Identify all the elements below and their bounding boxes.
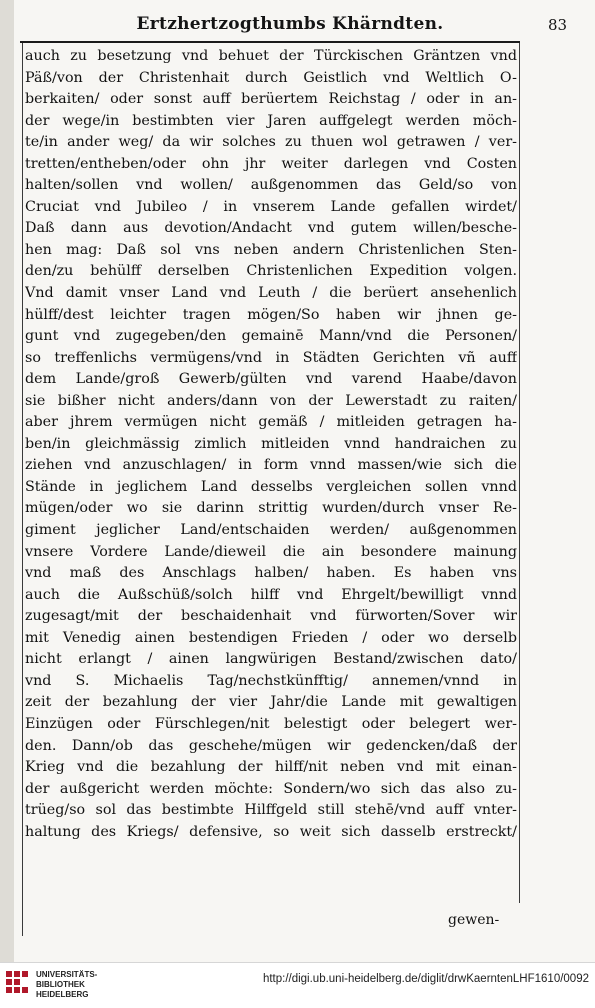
text-line: sie bißher nicht anders/dann von der Lewerstadt zu raiten/: [25, 392, 517, 409]
text-line: giment jeglicher Land/entschaiden werden/ außgenommen: [25, 522, 517, 539]
text-line: dem Lande/groß Gewerb/gülten vnd varend Haabe/davon: [25, 371, 517, 388]
library-name-line: UNIVERSITÄTS-: [36, 970, 98, 979]
text-line: hen mag: Daß sol vns neben andern Christenlichen Sten-: [25, 241, 517, 258]
text-line: berkaiten/ oder sonst auff berüertem Reichstag / oder in an-: [25, 91, 517, 108]
text-frame-right-rule: [519, 43, 520, 903]
text-line: Einzügen oder Fürschlegen/nit belestigt oder belegert wer-: [25, 715, 517, 732]
text-line: Vnd damit vnser Land vnd Leuth / die berüert ansehenlich: [25, 285, 517, 302]
text-line: Krieg vnd die bezahlung der hilff/nit neben vnd mit einan-: [25, 759, 517, 776]
text-line: mügen/oder wo sie darinn strittig wurden/durch vnser Re-: [25, 500, 517, 517]
text-line: ziehen vnd anzuschlagen/ in form vnnd massen/wie sich die: [25, 457, 517, 474]
text-line: zugesagt/mit der beschaidenhait vnd fürworten/Sover wir: [25, 608, 517, 625]
text-line: den. Dann/ob das geschehe/mügen wir gedencken/daß der: [25, 737, 517, 754]
text-line: tretten/entheben/oder ohn jhr weiter darlegen vnd Costen: [25, 155, 517, 172]
text-line: te/in ander weg/ da wir solches zu thuen wol getrawen / ver-: [25, 134, 517, 151]
text-line: aber jhrem vermügen nicht gemäß / mitleiden getragen ha-: [25, 414, 517, 431]
text-line: so treffenlichs vermügens/vnd in Städten Gerichten vñ auff: [25, 349, 517, 366]
text-line: halten/sollen vnd wollen/ außgenommen das Geld/so von: [25, 177, 517, 194]
text-line: zeit der bezahlung der vier Jahr/die Lande mit gewaltigen: [25, 694, 517, 711]
text-line: mit Venedig ainen bestendigen Frieden / oder wo derselb: [25, 629, 517, 646]
library-name: [36, 970, 97, 1000]
text-frame-left-rule: [22, 43, 23, 936]
text-line: vnsere Vordere Lande/dieweil die ain besondere mainung: [25, 543, 517, 560]
text-line: haltung des Kriegs/ defensive, so weit sich dasselb erstreckt/: [25, 823, 517, 840]
library-name-line: HEIDELBERG: [36, 990, 89, 999]
catchword: gewen-: [448, 912, 500, 928]
text-line: vnd maß des Anschlags halben/ haben. Es haben vns: [25, 565, 517, 582]
text-line: vnd S. Michaelis Tag/nechstkünfftig/ annemen/vnnd in: [25, 672, 517, 689]
text-line: gunt vnd zugegeben/den gemainē Mann/vnd die Personen/: [25, 328, 517, 345]
text-line: Päß/von der Christenhait durch Geistlich vnd Weltlich O-: [25, 69, 517, 86]
document-url-link[interactable]: http://digi.ub.uni-heidelberg.de/diglit/drwKaerntenLHF1610/0092: [262, 973, 589, 985]
text-line: auch die Außschüß/solch hilff vnd Ehrgelt/bewilligt vnnd: [25, 586, 517, 603]
text-line: der wege/in bestimbten vier Jaren auffgelegt werden möch-: [25, 112, 517, 129]
text-line: nicht erlangt / ainen langwürigen Bestand/zwischen dato/: [25, 651, 517, 668]
text-line: hülff/dest leichter tragen mögen/So haben wir jhnen ge-: [25, 306, 517, 323]
text-line: Stände in jeglichem Land desselbs vergleichen sollen vnnd: [25, 478, 517, 495]
text-line: Cruciat vnd Jubileo / in vnserem Lande gefallen wirdet/: [25, 198, 517, 215]
page-gutter: [0, 0, 14, 962]
body-text: [25, 46, 517, 843]
text-line: der außgericht werden möchte: Sondern/wo sich das also zu-: [25, 780, 517, 797]
header-rule: [20, 41, 520, 43]
text-line: ben/in gleichmässig zimlich mitleiden vnnd handraichen zu: [25, 435, 517, 452]
text-line: trüeg/so sol das bestimbte Hilffgeld still stehē/vnd auff vnter-: [25, 802, 517, 819]
text-line: auch zu besetzung vnd behuet der Türckischen Gräntzen vnd: [25, 48, 517, 64]
university-library-logo-icon: [6, 971, 34, 999]
page-number: 83: [548, 16, 568, 34]
text-line: Daß dann aus devotion/Andacht vnd gutem willen/besche-: [25, 220, 517, 237]
running-header-title: Ertzhertzogthumbs Khärndten.: [136, 14, 444, 34]
library-name-line: BIBLIOTHEK: [36, 980, 85, 989]
text-line: den/zu behülff derselben Christenlichen Expedition volgen.: [25, 263, 517, 280]
viewer-footer: [0, 962, 595, 1008]
